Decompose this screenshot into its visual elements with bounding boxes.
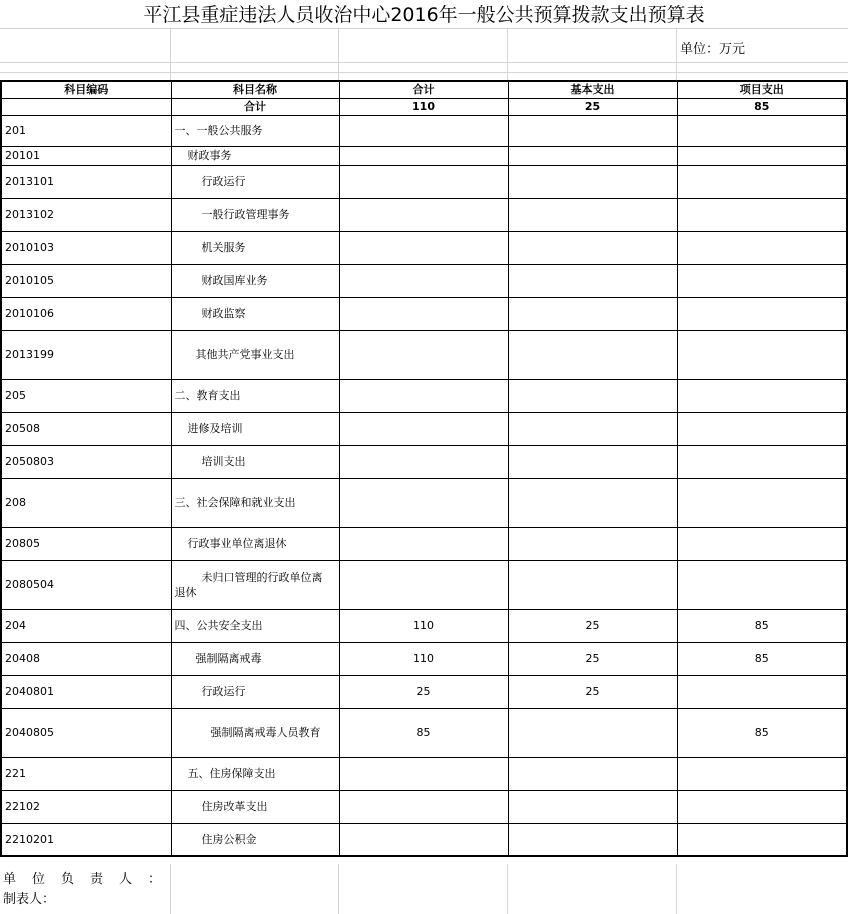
- summary-row: [1, 98, 847, 115]
- page-title: 平江县重症违法人员收治中心2016年一般公共预算拨款支出预算表: [143, 4, 705, 26]
- table-row: [1, 198, 847, 231]
- name-cell: 行政事业单位离退休: [171, 527, 339, 560]
- code-cell: 20805: [1, 527, 171, 560]
- basic-cell: [508, 198, 677, 231]
- table-row: [1, 823, 847, 856]
- gridline: [0, 72, 848, 73]
- code-cell: 208: [1, 478, 171, 527]
- total-cell: [339, 478, 508, 527]
- total-cell: [339, 115, 508, 146]
- basic-cell: [508, 330, 677, 379]
- table-row: [1, 790, 847, 823]
- footer: [0, 864, 848, 914]
- table-row: [1, 560, 847, 609]
- summary-total: 110: [339, 98, 508, 115]
- total-cell: [339, 146, 508, 165]
- basic-cell: [508, 412, 677, 445]
- table-row: [1, 412, 847, 445]
- table-row: [1, 115, 847, 146]
- basic-cell: [508, 165, 677, 198]
- responsible-label: 单位负责人：: [3, 872, 178, 887]
- name-cell: 一般行政管理事务: [171, 198, 339, 231]
- basic-cell: [508, 231, 677, 264]
- table-row: [1, 478, 847, 527]
- code-cell: 2010106: [1, 297, 171, 330]
- table-row: [1, 675, 847, 708]
- total-cell: [339, 445, 508, 478]
- spreadsheet-area: [0, 28, 848, 914]
- total-cell: [339, 198, 508, 231]
- project-cell: [677, 675, 847, 708]
- total-cell: [339, 330, 508, 379]
- name-cell: 未归口管理的行政单位离退休: [171, 560, 339, 609]
- budget-table: [0, 80, 848, 857]
- total-cell: [339, 231, 508, 264]
- project-cell: [677, 198, 847, 231]
- project-cell: 85: [677, 609, 847, 642]
- name-cell: 强制隔离戒毒: [171, 642, 339, 675]
- gridline: [338, 864, 339, 914]
- total-cell: 85: [339, 708, 508, 757]
- code-cell: 204: [1, 609, 171, 642]
- code-cell: 2010105: [1, 264, 171, 297]
- name-cell: 一、一般公共服务: [171, 115, 339, 146]
- gridline: [0, 62, 848, 63]
- code-cell: 22102: [1, 790, 171, 823]
- table-row: [1, 231, 847, 264]
- code-cell: 2050803: [1, 445, 171, 478]
- summary-label: 合计: [171, 98, 339, 115]
- name-cell: 二、教育支出: [171, 379, 339, 412]
- name-cell: 机关服务: [171, 231, 339, 264]
- code-cell: 201: [1, 115, 171, 146]
- basic-cell: [508, 527, 677, 560]
- name-cell: 五、住房保障支出: [171, 757, 339, 790]
- name-cell: 培训支出: [171, 445, 339, 478]
- name-cell: 强制隔离戒毒人员教育: [171, 708, 339, 757]
- total-cell: [339, 790, 508, 823]
- total-cell: [339, 379, 508, 412]
- name-cell: 行政运行: [171, 165, 339, 198]
- basic-cell: [508, 146, 677, 165]
- gridline: [507, 864, 508, 914]
- project-cell: [677, 146, 847, 165]
- basic-cell: [508, 115, 677, 146]
- project-cell: [677, 115, 847, 146]
- project-cell: [677, 330, 847, 379]
- name-cell: 行政运行: [171, 675, 339, 708]
- basic-cell: [508, 379, 677, 412]
- table-row: [1, 165, 847, 198]
- code-cell: 205: [1, 379, 171, 412]
- code-cell: 2040805: [1, 708, 171, 757]
- header-basic: 基本支出: [508, 81, 677, 98]
- project-cell: [677, 823, 847, 856]
- code-cell: 2013199: [1, 330, 171, 379]
- gridline: [676, 864, 677, 914]
- code-cell: 20408: [1, 642, 171, 675]
- total-cell: [339, 527, 508, 560]
- table-row: [1, 264, 847, 297]
- total-cell: [339, 823, 508, 856]
- code-cell: 2040801: [1, 675, 171, 708]
- table-row: [1, 379, 847, 412]
- code-cell: 20101: [1, 146, 171, 165]
- table-row: [1, 445, 847, 478]
- total-cell: 25: [339, 675, 508, 708]
- project-cell: [677, 231, 847, 264]
- name-cell: 三、社会保障和就业支出: [171, 478, 339, 527]
- summary-basic: 25: [508, 98, 677, 115]
- project-cell: [677, 527, 847, 560]
- project-cell: [677, 445, 847, 478]
- summary-project: 85: [677, 98, 847, 115]
- code-cell: 2080504: [1, 560, 171, 609]
- header-code: 科目编码: [1, 81, 171, 98]
- table-row: [1, 609, 847, 642]
- table-row: [1, 708, 847, 757]
- project-cell: 85: [677, 642, 847, 675]
- basic-cell: [508, 297, 677, 330]
- summary-code-cell: [1, 98, 171, 115]
- table-row: [1, 330, 847, 379]
- project-cell: [677, 264, 847, 297]
- project-cell: [677, 757, 847, 790]
- table-row: [1, 642, 847, 675]
- table-row: [1, 757, 847, 790]
- basic-cell: [508, 264, 677, 297]
- header-total: 合计: [339, 81, 508, 98]
- basic-cell: [508, 445, 677, 478]
- project-cell: [677, 379, 847, 412]
- header-project: 项目支出: [677, 81, 847, 98]
- code-cell: 2013102: [1, 198, 171, 231]
- name-cell: 进修及培训: [171, 412, 339, 445]
- project-cell: [677, 560, 847, 609]
- project-cell: [677, 297, 847, 330]
- total-cell: [339, 757, 508, 790]
- name-cell: 财政事务: [171, 146, 339, 165]
- total-cell: [339, 412, 508, 445]
- code-cell: 2010103: [1, 231, 171, 264]
- basic-cell: [508, 708, 677, 757]
- basic-cell: [508, 757, 677, 790]
- total-cell: 110: [339, 609, 508, 642]
- code-cell: 2210201: [1, 823, 171, 856]
- preparer-label: 制表人：: [3, 892, 56, 907]
- gridline: [0, 28, 848, 29]
- basic-cell: 25: [508, 642, 677, 675]
- name-cell: 住房改革支出: [171, 790, 339, 823]
- name-cell: 其他共产党事业支出: [171, 330, 339, 379]
- basic-cell: [508, 560, 677, 609]
- table-row: [1, 146, 847, 165]
- basic-cell: [508, 823, 677, 856]
- total-cell: [339, 264, 508, 297]
- total-cell: [339, 297, 508, 330]
- code-cell: 221: [1, 757, 171, 790]
- table-row: [1, 297, 847, 330]
- total-cell: [339, 165, 508, 198]
- name-cell: 四、公共安全支出: [171, 609, 339, 642]
- header-name: 科目名称: [171, 81, 339, 98]
- basic-cell: 25: [508, 609, 677, 642]
- basic-cell: 25: [508, 675, 677, 708]
- project-cell: 85: [677, 708, 847, 757]
- project-cell: [677, 478, 847, 527]
- project-cell: [677, 412, 847, 445]
- total-cell: [339, 560, 508, 609]
- code-cell: 20508: [1, 412, 171, 445]
- basic-cell: [508, 478, 677, 527]
- project-cell: [677, 790, 847, 823]
- project-cell: [677, 165, 847, 198]
- name-cell: 财政国库业务: [171, 264, 339, 297]
- code-cell: 2013101: [1, 165, 171, 198]
- name-cell: 财政监察: [171, 297, 339, 330]
- header-row: [1, 81, 847, 98]
- total-cell: 110: [339, 642, 508, 675]
- table-row: [1, 527, 847, 560]
- name-cell: 住房公积金: [171, 823, 339, 856]
- unit-label: 单位：万元: [680, 42, 746, 57]
- basic-cell: [508, 790, 677, 823]
